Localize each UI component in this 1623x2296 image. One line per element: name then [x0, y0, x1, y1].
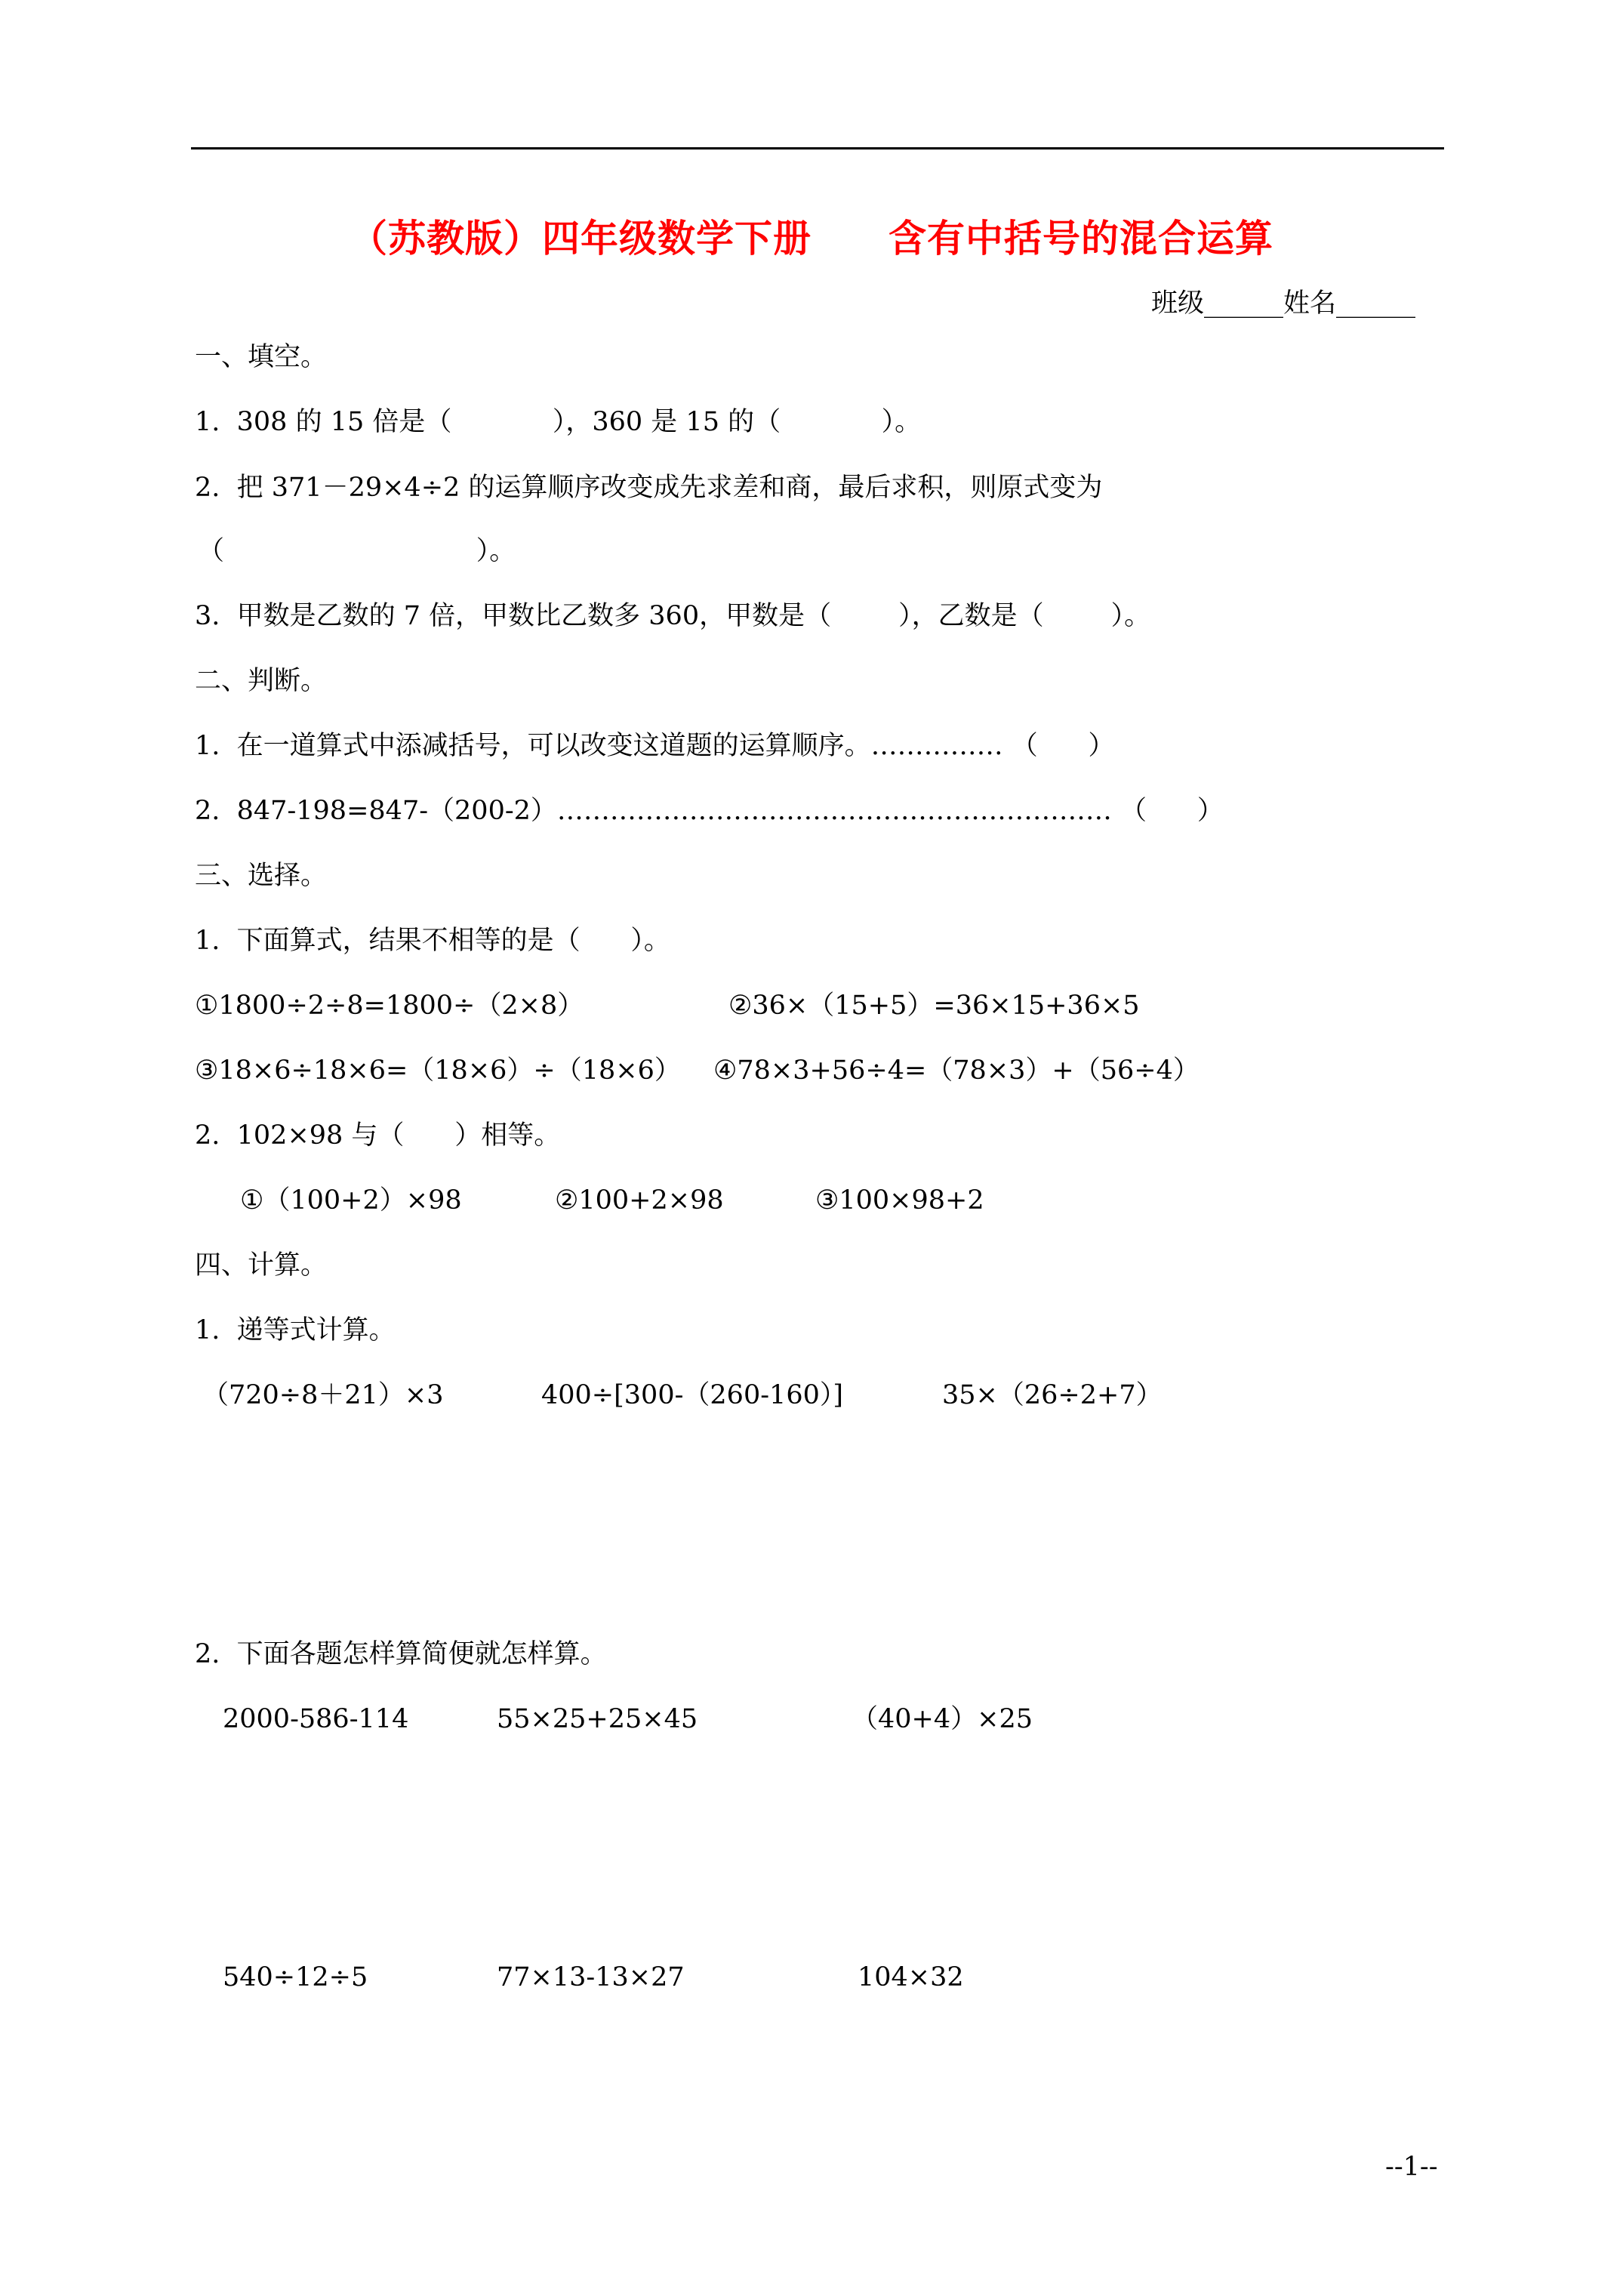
page-number: --1--	[1385, 2152, 1438, 2182]
judge-question-1: 1. 在一道算式中添减括号，可以改变这道题的运算顺序。…………… （ ）	[195, 731, 1115, 761]
section-heading-choice: 三、选择。	[195, 861, 328, 891]
choice-q2-option-1: ①（100+2）×98	[240, 1185, 462, 1216]
choice-q1-option-2: ②36×（15+5）=36×15+36×5	[728, 991, 1140, 1021]
header-rule	[191, 147, 1444, 149]
calc-q2-expr-6: 104×32	[858, 1962, 964, 1992]
choice-question-2: 2. 102×98 与（ ）相等。	[195, 1120, 561, 1151]
choice-q1-option-1: ①1800÷2÷8=1800÷（2×8）	[195, 991, 584, 1021]
fill-question-1: 1. 308 的 15 倍是（ ），360 是 15 的（ ）。	[195, 407, 922, 437]
choice-q1-option-3: ③18×6÷18×6=（18×6）÷（18×6）	[195, 1056, 681, 1086]
student-info: 班级______姓名______	[1151, 288, 1416, 319]
section-heading-fill-blank: 一、填空。	[195, 342, 328, 372]
choice-q2-option-2: ②100+2×98	[555, 1185, 724, 1216]
calc-q2-expr-1: 2000-586-114	[223, 1704, 409, 1734]
page-title: （苏教版）四年级数学下册 含有中括号的混合运算	[350, 216, 1273, 260]
calc-question-1: 1. 递等式计算。	[195, 1315, 396, 1345]
calc-q2-expr-3: （40+4）×25	[852, 1704, 1033, 1734]
calc-q2-expr-2: 55×25+25×45	[497, 1704, 698, 1734]
calc-q1-expr-1: （720÷8＋21）×3	[202, 1380, 444, 1410]
choice-q2-option-3: ③100×98+2	[815, 1185, 984, 1216]
section-heading-calc: 四、计算。	[195, 1250, 328, 1281]
calc-q1-expr-2: 400÷[300-（260-160）]	[541, 1380, 844, 1410]
fill-question-2: 2. 把 371－29×4÷2 的运算顺序改变成先求差和商，最后求积，则原式变为	[195, 473, 1103, 503]
choice-question-1: 1. 下面算式，结果不相等的是（ ）。	[195, 926, 670, 956]
calc-q2-expr-4: 540÷12÷5	[223, 1962, 368, 1992]
calc-q1-expr-3: 35×（26÷2+7）	[942, 1380, 1163, 1410]
choice-q1-option-4: ④78×3+56÷4=（78×3）+（56÷4）	[713, 1056, 1200, 1086]
fill-question-3: 3. 甲数是乙数的 7 倍，甲数比乙数多 360，甲数是（ ），乙数是（ ）。	[195, 601, 1151, 631]
judge-question-2: 2. 847-198=847-（200-2）……………………………………………………… （ ）	[195, 796, 1224, 826]
fill-question-2-blank: （ ）。	[198, 536, 516, 566]
calc-question-2: 2. 下面各题怎样算简便就怎样算。	[195, 1639, 607, 1669]
section-heading-judge: 二、判断。	[195, 666, 328, 696]
calc-q2-expr-5: 77×13-13×27	[497, 1962, 685, 1992]
